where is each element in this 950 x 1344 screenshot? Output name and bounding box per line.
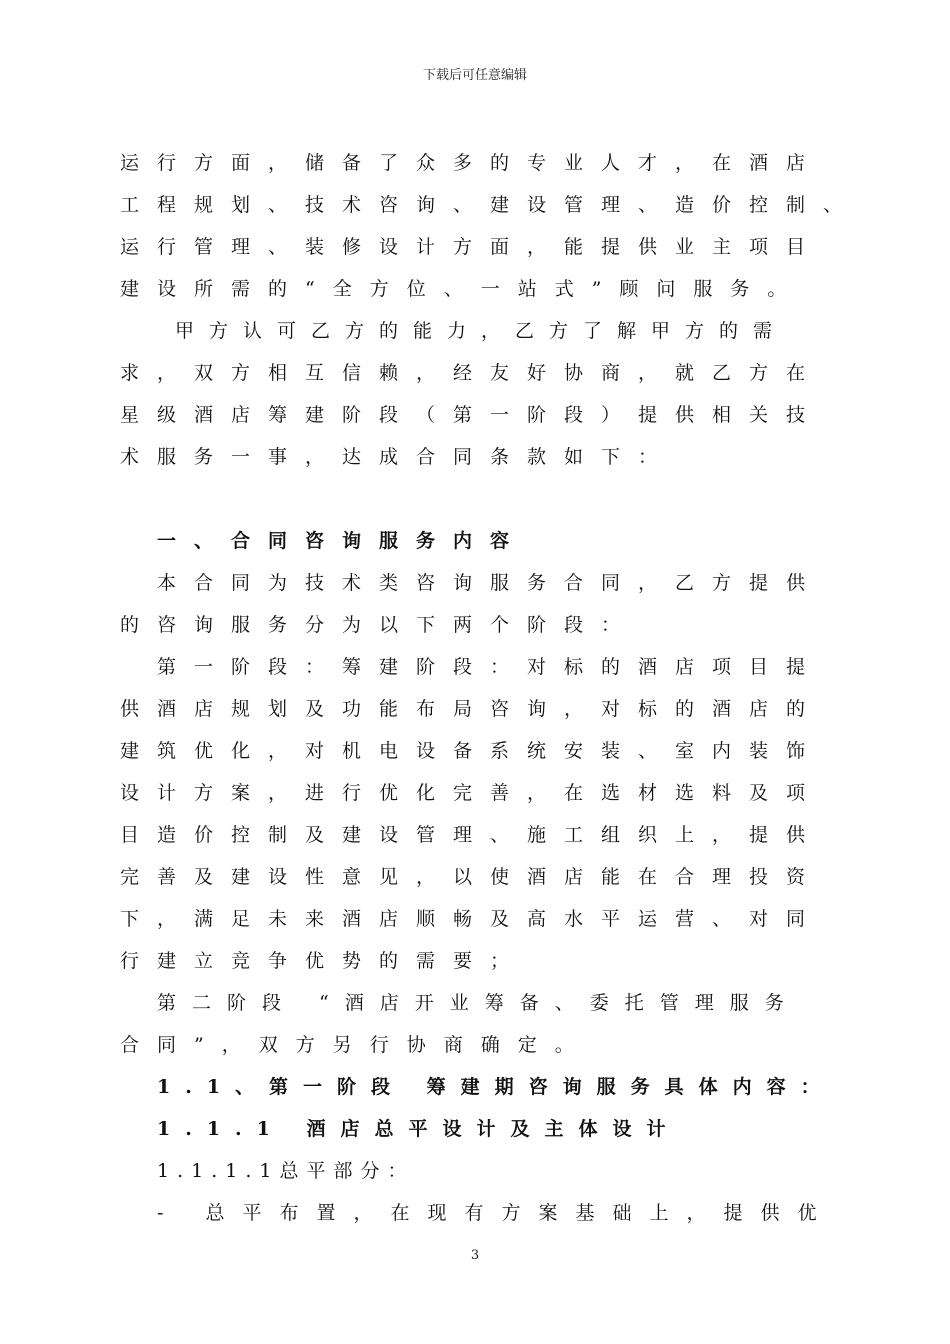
text-line: 第二阶段 “酒店开业筹备、委托管理服务 [157,992,800,1014]
text-line: 下，满足未来酒店顺畅及高水平运营、对同 [120,908,824,930]
text-line: 的咨询服务分为以下两个阶段： [120,614,639,636]
text-line: 运行管理、装修设计方面，能提供业主项目 [120,236,824,258]
text-line: 1.1、第一阶段 筹建期咨询服务具体内容： [157,1076,835,1098]
text-line: 一、合同咨询服务内容 [157,530,528,552]
text-line: 术服务一事，达成合同条款如下： [120,446,676,468]
page-number: 3 [470,1248,480,1263]
text-line: 1.1.1.1总平部分： [157,1160,415,1182]
text-line: 运行方面，储备了众多的专业人才，在酒店 [120,152,824,174]
text-line: 建筑优化，对机电设备系统安装、室内装饰 [120,740,824,762]
text-line: 目造价控制及建设管理、施工组织上，提供 [120,824,824,846]
text-line: 建设所需的“全方位、一站式”顾问服务。 [120,278,805,300]
text-line: 工程规划、技术咨询、建设管理、造价控制、 [120,194,861,216]
text-line: - 总平布置，在现有方案基础上，提供优 [157,1202,835,1224]
text-line: 本合同为技术类咨询服务合同，乙方提供 [157,572,824,594]
text-line: 合同”，双方另行协商确定。 [120,1034,592,1056]
text-line: 1.1.1 酒店总平设计及主体设计 [157,1118,681,1140]
text-line: 星级酒店筹建阶段（第一阶段）提供相关技 [120,404,824,426]
text-line: 求，双方相互信赖，经友好协商，就乙方在 [120,362,824,384]
text-line: 行建立竞争优势的需要； [120,950,528,972]
text-line: 第一阶段：筹建阶段：对标的酒店项目提 [157,656,824,678]
text-line: 设计方案，进行优化完善，在选材选料及项 [120,782,824,804]
text-line: 完善及建设性意见，以使酒店能在合理投资 [120,866,824,888]
text-line: 甲方认可乙方的能力，乙方了解甲方的需 [175,320,788,342]
text-line: 供酒店规划及功能布局咨询，对标的酒店的 [120,698,824,720]
page-header: 下载后可任意编辑 [422,68,527,83]
